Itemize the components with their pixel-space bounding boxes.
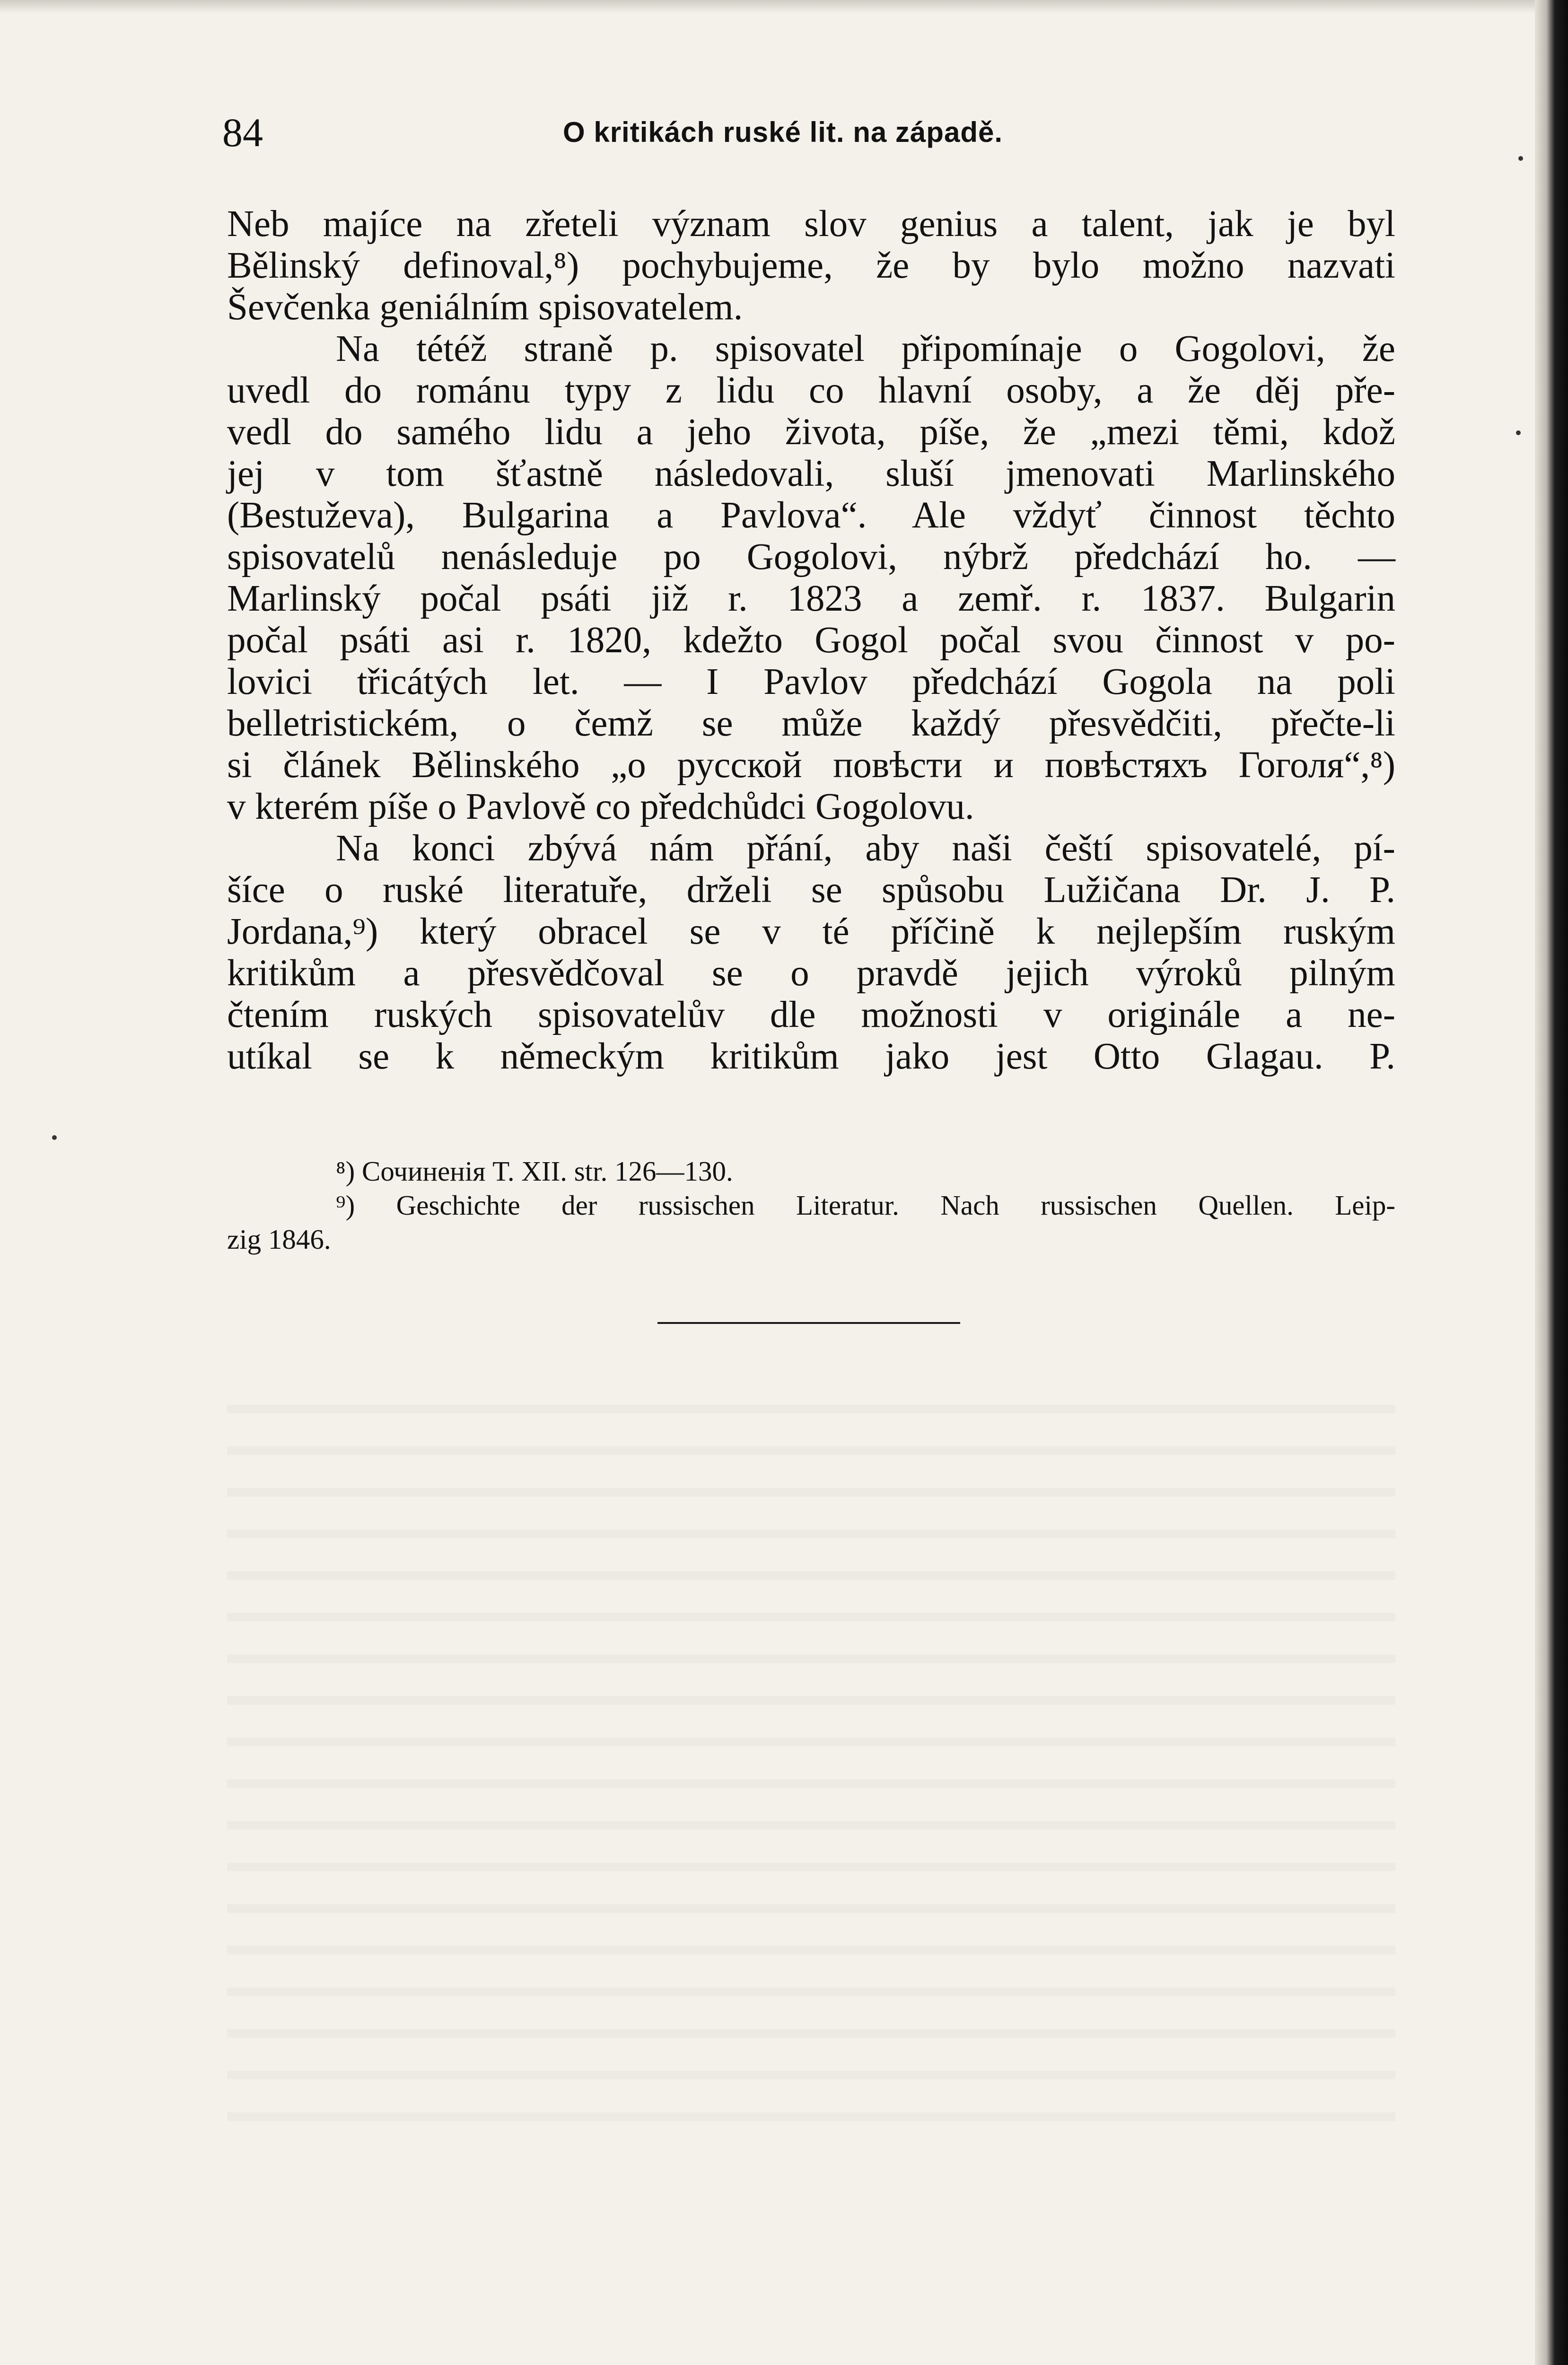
text-line: belletristickém, o čemž se může každý přesvědčiti, přečte-li (227, 703, 1395, 744)
text-line: počal psáti asi r. 1820, kdežto Gogol počal svou činnost v po- (227, 620, 1395, 661)
text-line: (Bestuževa), Bulgarina a Pavlova“. Ale vždyť činnost těchto (227, 495, 1395, 536)
scan-speck (52, 1135, 57, 1140)
text-line: si článek Bělinského „о русской повѣсти и повѣстяхъ Гоголя“,⁸) (227, 745, 1395, 786)
text-line: kritikům a přesvědčoval se o pravdě jejich výroků pilným (227, 953, 1395, 994)
text-line: uvedl do románu typy z lidu co hlavní osoby, a že děj pře- (227, 370, 1395, 411)
footnote-line: ⁹) Geschichte der russischen Literatur. Nach russischen Quellen. Leip- (336, 1190, 1395, 1221)
running-title: O kritikách ruské lit. na západě. (563, 116, 1003, 148)
text-line: Ševčenka geniálním spisovatelem. (227, 287, 743, 328)
text-line: šíce o ruské literatuře, drželi se spůsobu Lužičana Dr. J. P. (227, 869, 1395, 911)
footnote-line: ⁸) Сочиненія T. XII. str. 126—130. (336, 1156, 733, 1187)
text-line: vedl do samého lidu a jeho života, píše, že „mezi těmi, kdož (227, 412, 1395, 453)
text-line: čtením ruských spisovatelův dle možnosti v originále a ne- (227, 994, 1395, 1035)
scan-speck (1518, 156, 1523, 161)
text-line: Neb majíce na zřeteli význam slov genius a talent, jak je byl (227, 203, 1395, 245)
show-through-area (227, 1372, 1395, 2152)
page-top-shadow (0, 0, 1568, 13)
page-binding-edge (1535, 0, 1568, 2365)
text-line: Na konci zbývá nám přání, aby naši čeští spisovatelé, pí- (336, 828, 1395, 869)
text-line: Bělinský definoval,⁸) pochybujeme, že by bylo možno nazvati (227, 245, 1395, 286)
text-line: jej v tom šťastně následovali, sluší jmenovati Marlinského (227, 453, 1395, 494)
section-divider (657, 1322, 960, 1324)
page-number: 84 (222, 110, 263, 155)
text-line: utíkal se k německým kritikům jako jest Otto Glagau. P. (227, 1036, 1395, 1077)
footnotes (227, 1154, 1395, 1256)
footnote-line: zig 1846. (227, 1224, 331, 1255)
text-line: spisovatelů nenásleduje po Gogolovi, nýbrž předchází ho. — (227, 536, 1395, 578)
text-line: lovici třicátých let. — I Pavlov předchází Gogola na poli (227, 661, 1395, 702)
text-line: Marlinský počal psáti již r. 1823 a zemř. r. 1837. Bulgarin (227, 578, 1395, 619)
text-line: Na tétéž straně p. spisovatel připomínaje o Gogolovi, že (336, 328, 1395, 369)
page-header (222, 104, 1386, 156)
text-line: Jordana,⁹) který obracel se v té příčině k nejlepším ruským (227, 911, 1395, 952)
scan-speck (1516, 430, 1521, 435)
text-line: v kterém píše o Pavlově co předchůdci Gogolovu. (227, 786, 974, 827)
body-text (227, 203, 1395, 1077)
